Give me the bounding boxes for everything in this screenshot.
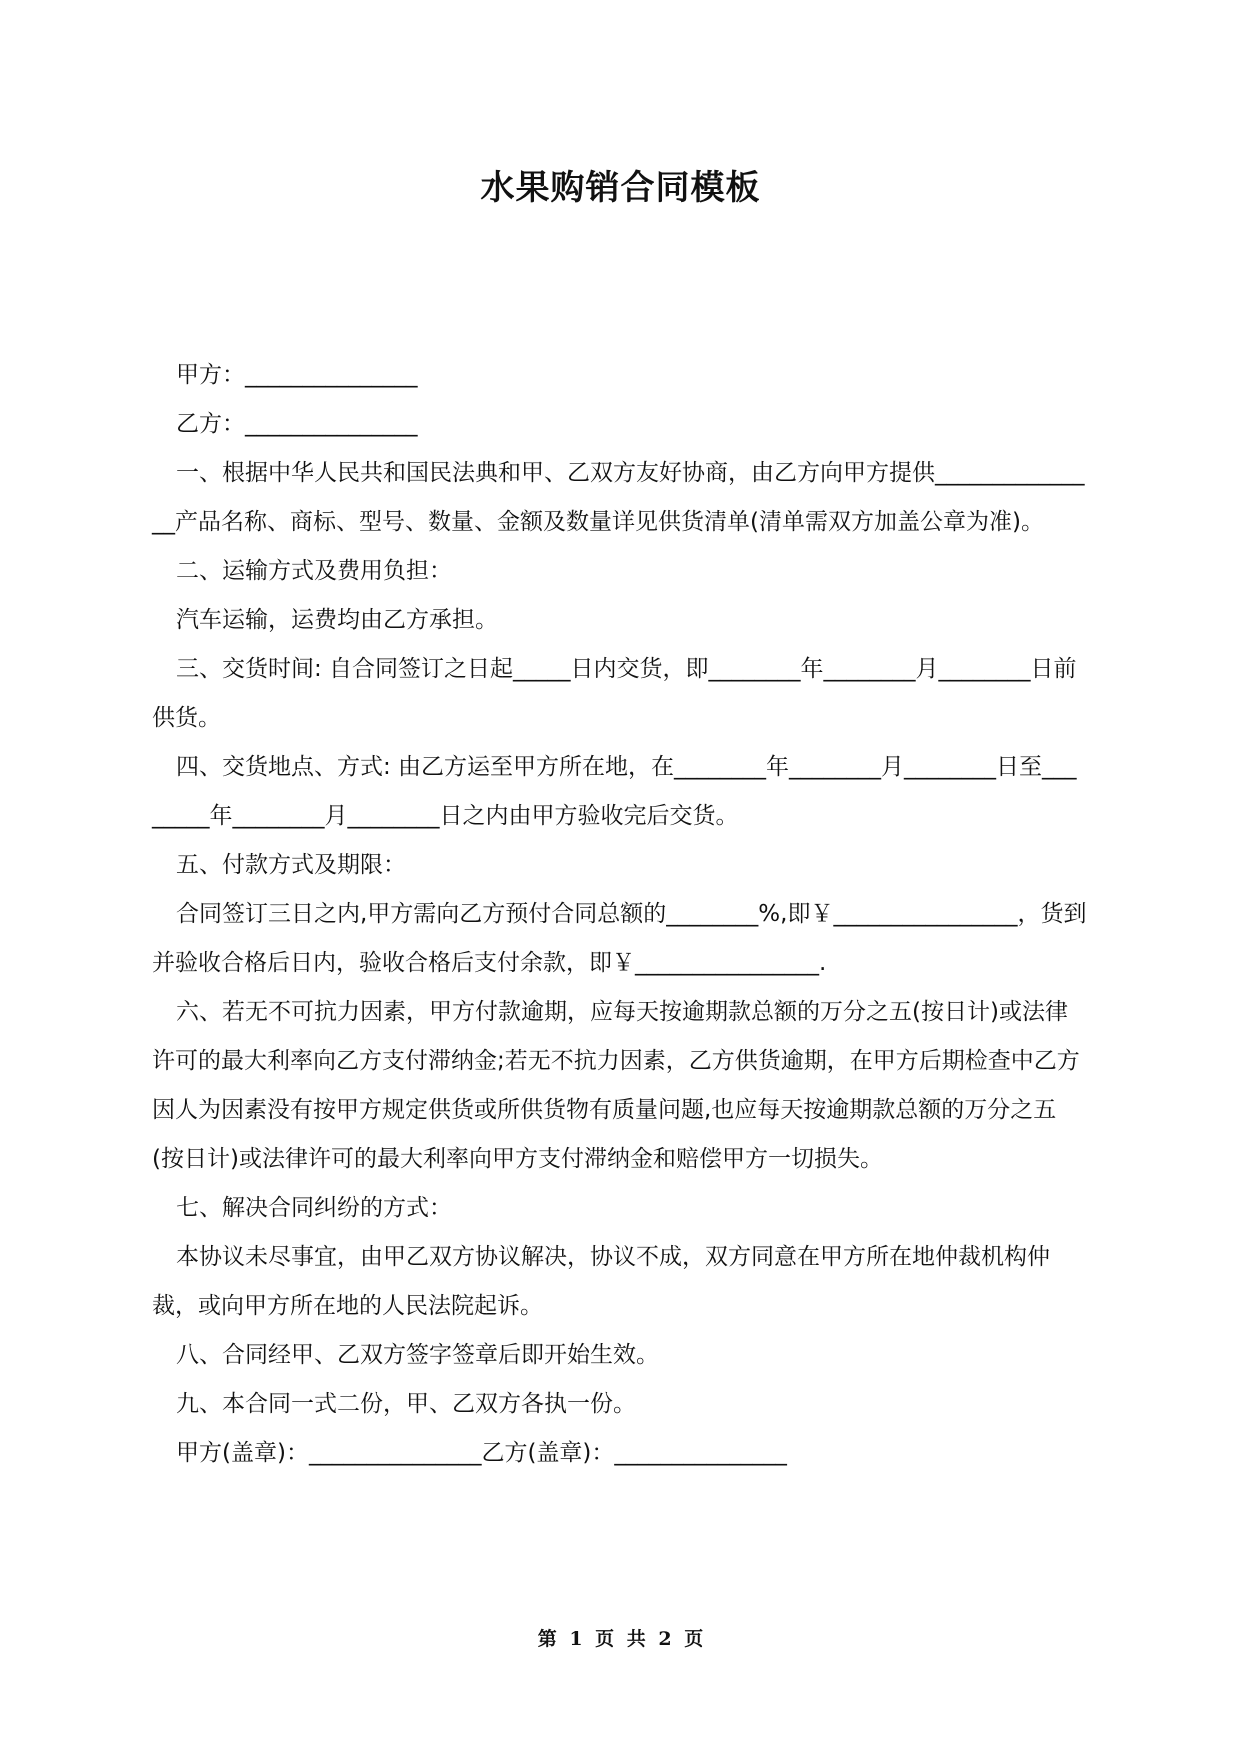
clause-6: 六、若无不可抗力因素，甲方付款逾期，应每天按逾期款总额的万分之五(按日计)或法律许可的最大利率向乙方支付滞纳金;若无不抗力因素，乙方供货逾期，在甲方后期检查中乙方因人为因素没有按甲方规定供货或所供货物有质量问题,也应每天按逾期款总额的万分之五(按日计)或法律许可的最大利率向甲方支付滞纳金和赔偿甲方一切损失。 <box>152 999 1080 1172</box>
clause-2-heading: 二、运输方式及费用负担： <box>176 558 452 584</box>
clause-5-heading: 五、付款方式及期限： <box>176 852 406 878</box>
clause-8: 八、合同经甲、乙双方签字签章后即开始生效。 <box>176 1342 659 1368</box>
document-body <box>152 351 1087 1478</box>
party-a-line: 甲方：_______________ <box>176 362 418 388</box>
clause-7-text: 本协议未尽事宜，由甲乙双方协议解决，协议不成，双方同意在甲方所在地仲裁机构仲裁，或向甲方所在地的人民法院起诉。 <box>152 1244 1050 1319</box>
document-title: 水果购销合同模板 <box>480 168 761 208</box>
page-number-footer: 第 1 页 共 2 页 <box>537 1628 704 1650</box>
clause-4: 四、交货地点、方式: 由乙方运至甲方所在地，在________年________月________日至________年________月________日之内由甲方验收完后交货。 <box>152 754 1077 829</box>
clause-9: 九、本合同一式二份，甲、乙双方各执一份。 <box>176 1391 636 1417</box>
clause-7-heading: 七、解决合同纠纷的方式： <box>176 1195 452 1221</box>
clause-3: 三、交货时间: 自合同签订之日起_____日内交货，即________年________月________日前供货。 <box>152 656 1077 731</box>
signature-line: 甲方(盖章)：_______________乙方(盖章)：_______________ <box>176 1440 787 1466</box>
party-b-line: 乙方：_______________ <box>176 411 418 437</box>
clause-2-text: 汽车运输，运费均由乙方承担。 <box>176 607 498 633</box>
clause-1: 一、根据中华人民共和国民法典和甲、乙双方友好协商，由乙方向甲方提供_______________产品名称、商标、型号、数量、金额及数量详见供货清单(清单需双方加盖公章为准)。 <box>152 460 1085 535</box>
clause-5-text: 合同签订三日之内,甲方需向乙方预付合同总额的________%,即￥________________，货到并验收合格后日内，验收合格后支付余款，即￥________________. <box>152 901 1087 976</box>
